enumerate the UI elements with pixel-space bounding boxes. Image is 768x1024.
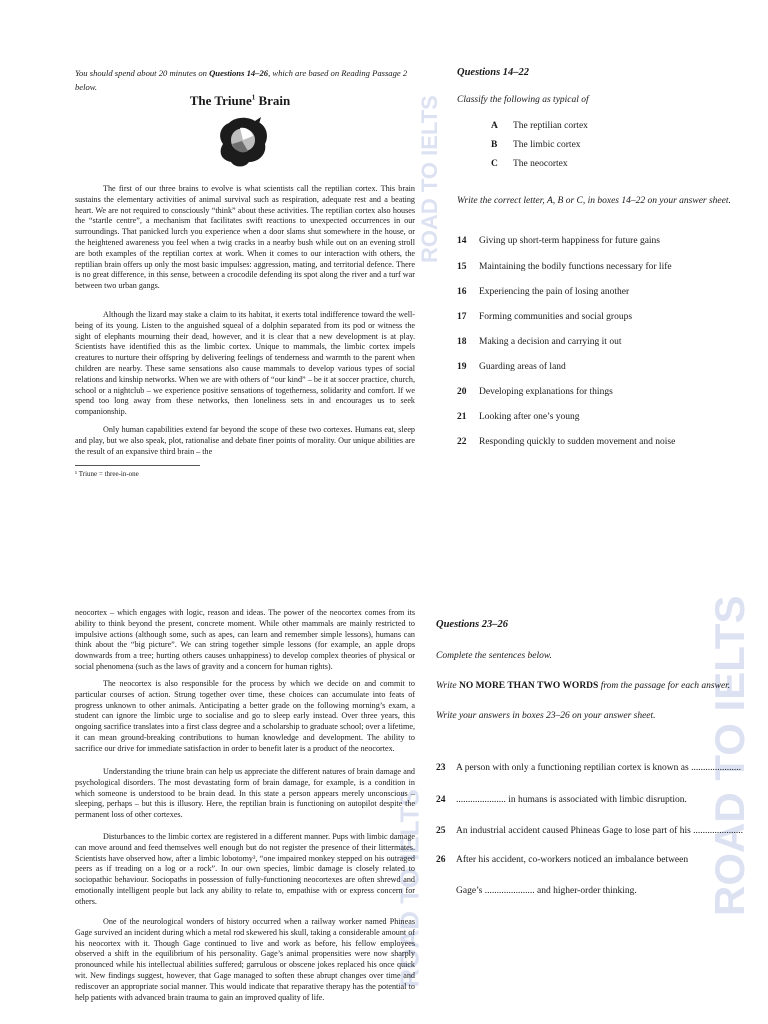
question-20: 20 Developing explanations for things	[457, 387, 613, 397]
question-24: 24 ..................... in humans is associated with limbic disruption.	[436, 795, 687, 805]
option-a: A The reptilian cortex	[491, 121, 588, 131]
option-b: B The limbic cortex	[491, 140, 581, 150]
watermark-top: ROAD TO IELTS	[417, 95, 442, 263]
passage-paragraph-2: Although the lizard may stake a claim to its habitat, it exerts total indifference toward the well-being of its young. Listen to the anguished squeal of a dolphin separated from its pod or witness the sight of elephants mourning their dead, however, and it is clear that a new development is at play. Scientists have identified this as the limbic cortex. Unique to mammals, the limbic cortex impels creatures to nurture their offspring by delivering feelings of tenderness and warmth to the parent when children are nearby. These same sensations also cause mammals to develop various types of social relations and kinship networks. When we are with others of “our kind” – be it at soccer practice, church, school or a nightclub – we experience positive sensations of togetherness, solidarity and comfort. If we spend too long away from these networks, then loneliness sets in and encourages us to seek companionship.	[75, 310, 415, 417]
answer-sheet-note: Write the correct letter, A, B or C, in boxes 14–22 on your answer sheet.	[457, 196, 731, 206]
questions-23-26-heading: Questions 23–26	[436, 619, 509, 630]
question-16: 16 Experiencing the pain of losing another	[457, 287, 630, 297]
question-22: 22 Responding quickly to sudden movement and noise	[457, 437, 676, 447]
passage-paragraph-8: One of the neurological wonders of history occurred when a railway worker named Phineas Gage survived an incident during which a metal rod skewered his skull, taking a considerable amount of his neocortex with it. Though Gage continued to live and work as before, his fellow employees observed a shift in the equilibrium of his personality. Gage’s animal propensities were now sharply pronounced while his intellectual abilities suffered; garrulous or obscene jokes replaced his once quick wit. New findings suggest, however, that Gage managed to soften these abrupt changes over time and rediscover an appropriate social manner. This would indicate that reparative therapy has the potential to help patients with advanced brain trauma to gain an improved quality of life.	[75, 917, 415, 1002]
question-17: 17 Forming communities and social groups	[457, 312, 633, 322]
passage-paragraph-7: Disturbances to the limbic cortex are registered in a different manner. Pups with limbic damage can move around and feed themselves well enough but do not register the presence of their littermates. Scientists have observed how, after a limbic lobotomy², “one impaired monkey stepped on his outraged peers as if treading on a log or a rock”. In our own species, limbic damage is closely related to sociopathic behaviour. Sociopaths in possession of fully-functioning neocortexes are often shrewd and emotionally intelligent people but lack any ability to relate to, empathise with or express concern for others.	[75, 832, 415, 906]
question-19: 19 Guarding areas of land	[457, 362, 566, 372]
word-limit-instruction: Write NO MORE THAN TWO WORDS from the passage for each answer.	[436, 681, 731, 691]
watermark-bottom-right: ROAD TO IELTS	[706, 595, 753, 916]
watermark-bottom-center: ROAD TO IELTS	[394, 789, 425, 988]
page-bottom	[0, 512, 768, 1024]
question-26: 26 After his accident, co-workers noticed an imbalance between	[436, 855, 689, 865]
passage-intro: You should spend about 20 minutes on Questions 14–26, which are based on Reading Passage 2 below.	[75, 68, 408, 92]
question-15: 15 Maintaining the bodily functions necessary for life	[457, 262, 672, 272]
footnote: ¹ Triune = three-in-one	[75, 470, 139, 478]
passage-paragraph-1: The first of our three brains to evolve is what scientists call the reptilian cortex. This brain sustains the elementary activities of animal survival such as respiration, adequate rest and a beating heart. We are not required to consciously “think” about these activities. The reptilian cortex also houses the “startle centre”, a mechanism that facilitates swift reactions to unexpected occurrences in our surroundings. That panicked lurch you experience when a door slams shut somewhere in the house, or the heightened awareness you feel when a twig cracks in a nearby bush while out on an evening stroll are both examples of the reptilian cortex at work. When it comes to our interaction with others, the reptilian brain offers up only the most basic impulses: aggression, mating, and territorial defence. There is no great difference, in this sense, between a crocodile defending its spot along the river and a turf war between two urban gangs.	[75, 184, 415, 291]
passage-paragraph-4: neocortex – which engages with logic, reason and ideas. The power of the neocortex comes from its ability to think beyond the present, concrete moment. While other mammals are mainly restricted to impulsive actions (although some, such as apes, can learn and remember simple lessons), humans can think about the “big picture”. We can string together simple lessons (for example, an apple drops downwards from a tree; hurting others causes unhappiness) to develop complex theories of physical or social phenomena (such as the laws of gravity and a concern for human rights).	[75, 608, 415, 671]
questions-23-26-instruction: Complete the sentences below.	[436, 651, 552, 661]
question-21: 21 Looking after one’s young	[457, 412, 580, 422]
answer-boxes-instruction: Write your answers in boxes 23–26 on your answer sheet.	[436, 711, 656, 721]
question-26-continued: Gage’s ..................... and higher-order thinking.	[456, 886, 637, 896]
question-18: 18 Making a decision and carrying it out	[457, 337, 622, 347]
question-25: 25 An industrial accident caused Phineas Gage to lose part of his .....................	[436, 826, 744, 836]
passage-paragraph-5: The neocortex is also responsible for the process by which we decide on and commit to particular courses of action. Strung together over time, these choices can accumulate into feats of progress unknown to other animals. Anticipating a better grade on the following morning’s exam, a student can ignore the limbic urge to socialise and go to sleep early instead. Over three years, this ongoing sacrifice translates into a first class degree and a scholarship to graduate school; over a lifetime, it can mean ground-breaking contributions to human knowledge and development. The ability to sacrifice our drive for immediate satisfaction in order to benefit later is a product of the neocortex.	[75, 679, 415, 753]
questions-14-22-heading: Questions 14–22	[457, 67, 530, 78]
brain-illustration	[215, 114, 270, 170]
passage-title: The Triune$^1$ Brain	[189, 93, 291, 108]
footnote-divider	[75, 465, 200, 466]
option-c: C The neocortex	[491, 159, 568, 169]
question-14: 14 Giving up short-term happiness for future gains	[457, 236, 660, 246]
passage-paragraph-6: Understanding the triune brain can help us appreciate the different natures of brain damage and psychological disorders. The most devastating form of brain damage, for example, is a condition in which someone is understood to be brain dead. In this state a person appears merely unconscious – sleeping, perhaps – but this is illusory. Here, the reptilian brain is functioning on autopilot despite the permanent loss of other cortexes.	[75, 767, 415, 820]
passage-paragraph-3: Only human capabilities extend far beyond the scope of these two cortexes. Humans eat, sleep and play, but we also speak, plot, rationalise and debate finer points of morality. Our unique abilities are the result of an expansive third brain – the	[75, 425, 415, 456]
question-23: 23 A person with only a functioning reptilian cortex is known as .....................	[436, 763, 741, 773]
questions-14-22-instruction: Classify the following as typical of	[457, 95, 589, 105]
